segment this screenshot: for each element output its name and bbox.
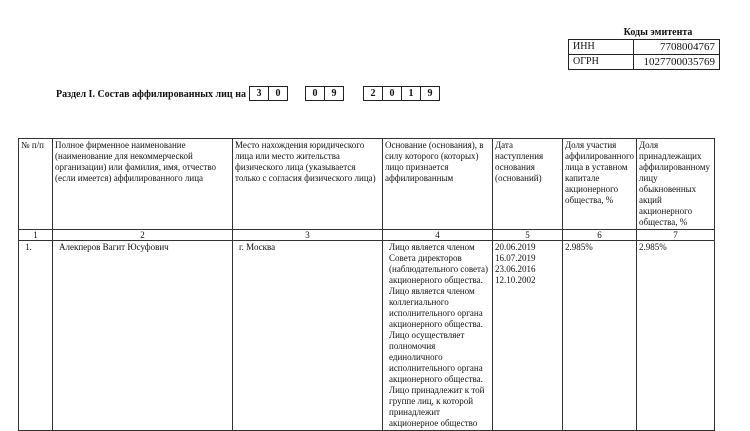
date-digit: 3: [249, 86, 269, 101]
affiliate-name: Алекперов Вагит Юсуфович: [53, 241, 233, 431]
table-header-row: [19, 139, 715, 230]
basis-date: 23.06.2016: [495, 264, 536, 274]
basis-date: 20.06.2019: [495, 242, 536, 252]
date-digit: 0: [382, 86, 402, 101]
column-number: 6: [563, 230, 637, 241]
column-number: 1: [19, 230, 53, 241]
row-number: 1.: [19, 241, 53, 431]
column-numbers-row: [19, 230, 715, 241]
date-digit: 0: [268, 86, 288, 101]
header-cell: Доля принадлежащих аффилированному лицу обыкновенных акций акционерного общества, %: [637, 139, 715, 230]
inn-value: 7708004767: [634, 40, 720, 55]
issuer-codes-table: [568, 39, 720, 70]
header-cell: Место нахождения юридического лица или место жительства физического лица (указывается только с согласия физического лица): [233, 139, 383, 230]
date-digit: 0: [305, 86, 325, 101]
share-stock: 2.985%: [637, 241, 715, 431]
inn-label: ИНН: [569, 40, 634, 55]
affiliate-location: г. Москва: [233, 241, 383, 431]
header-cell: Полное фирменное наименование (наименование для некоммерческой организации) или фамилия, имя, отчество (если имеется) аффилированного лица: [53, 139, 233, 230]
affiliates-table: [18, 138, 715, 431]
basis-date: 12.10.2002: [495, 275, 536, 285]
column-number: 2: [53, 230, 233, 241]
date-digit: 1: [401, 86, 421, 101]
inn-row: [569, 40, 720, 55]
date-digit: 2: [363, 86, 383, 101]
column-number: 3: [233, 230, 383, 241]
basis-date: 16.07.2019: [495, 253, 536, 263]
header-cell: Основание (основания), в силу которого (которых) лицо признается аффилированным: [383, 139, 493, 230]
column-number: 5: [493, 230, 563, 241]
ogrn-row: [569, 55, 720, 70]
ogrn-label: ОГРН: [569, 55, 634, 70]
date-day-box: [250, 86, 288, 101]
date-digit: 9: [324, 86, 344, 101]
column-number: 4: [383, 230, 493, 241]
date-month-box: [306, 86, 344, 101]
affiliate-basis: Лицо является членом Совета директоров (наблюдательного совета) акционерного общества. Лицо является членом коллегиального исполнительного органа акционерного общества. Лицо осуществляет полномочия единоличного исполнительного органа акционерного общества. Лицо принадлежит к той группе лиц, к которой принадлежит акционерное общество: [383, 241, 493, 431]
section-title: Раздел I. Состав аффилированных лиц на: [56, 89, 246, 100]
header-cell: № п/п: [19, 139, 53, 230]
date-year-box: [364, 86, 440, 101]
header-cell: Доля участия аффилированного лица в уставном капитале акционерного общества, %: [563, 139, 637, 230]
basis-dates: [493, 241, 563, 431]
date-digit: 9: [420, 86, 440, 101]
issuer-codes-title: Коды эмитента: [623, 27, 693, 38]
ogrn-value: 1027700035769: [634, 55, 720, 70]
share-capital: 2.985%: [563, 241, 637, 431]
table-row: [19, 241, 715, 431]
header-cell: Дата наступления основания (оснований): [493, 139, 563, 230]
column-number: 7: [637, 230, 715, 241]
